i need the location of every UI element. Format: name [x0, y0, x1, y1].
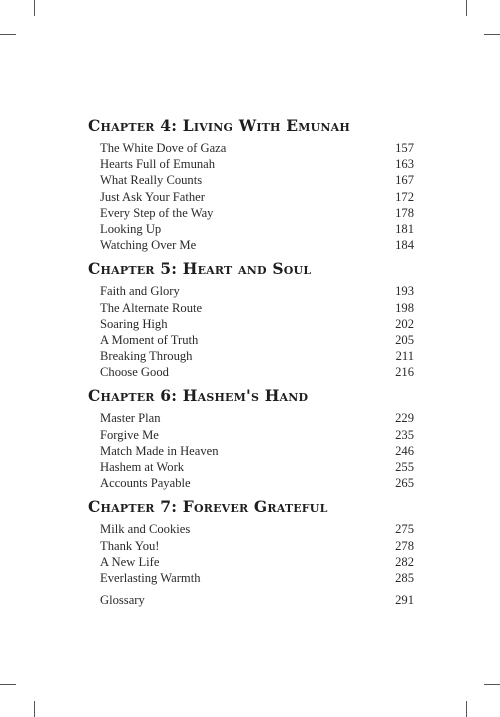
toc-entry [88, 221, 414, 237]
toc-entry [88, 538, 414, 554]
entry-title: Just Ask Your Father [100, 189, 205, 204]
crop-mark-bottom-left-horizontal [0, 684, 16, 685]
toc-entry [88, 348, 414, 364]
entry-page: 172 [395, 189, 414, 204]
entry-page: 285 [395, 570, 414, 585]
crop-mark-bottom-right-horizontal [484, 684, 500, 685]
chapter-block-5 [88, 259, 414, 380]
entry-title: A Moment of Truth [100, 332, 199, 347]
entry-title: Thank You! [100, 538, 160, 553]
table-of-contents [88, 116, 414, 608]
chapter-block-7 [88, 497, 414, 586]
toc-entry-glossary [88, 592, 414, 608]
entry-page: 255 [395, 460, 414, 474]
toc-entry [88, 427, 414, 443]
crop-mark-top-right [466, 0, 467, 16]
crop-mark-bottom-left [34, 701, 35, 717]
toc-entry [88, 410, 414, 426]
entry-title: Hearts Full of Emunah [100, 157, 216, 172]
toc-entry [88, 554, 414, 570]
toc-entry [88, 570, 414, 586]
entry-page: 193 [395, 284, 414, 299]
crop-mark-top-left [34, 0, 35, 16]
entry-page: 275 [395, 522, 414, 537]
toc-entry [88, 300, 414, 316]
entry-page: 198 [395, 300, 414, 315]
entry-title: Milk and Cookies [100, 522, 191, 537]
glossary-title: Glossary [100, 593, 145, 608]
entry-title: Master Plan [100, 411, 161, 426]
entry-title: Accounts Payable [100, 476, 191, 491]
toc-entry [88, 475, 414, 491]
entry-title: Hashem at Work [100, 460, 185, 474]
entry-page: 163 [395, 157, 414, 172]
entry-page: 229 [395, 411, 414, 426]
crop-mark-bottom-right [466, 701, 467, 717]
toc-entry [88, 283, 414, 299]
entry-title: Soaring High [100, 316, 168, 331]
entry-page: 184 [395, 238, 414, 253]
entry-page: 278 [395, 538, 414, 553]
glossary-page: 291 [395, 593, 414, 608]
chapter-heading: Chapter 5: Heart and Soul [88, 259, 312, 279]
entry-title: What Really Counts [100, 173, 203, 188]
toc-entry [88, 459, 414, 475]
entry-page: 181 [395, 221, 414, 236]
toc-entry [88, 189, 414, 205]
entry-title: Faith and Glory [100, 284, 180, 299]
toc-entry [88, 205, 414, 221]
entry-title: Every Step of the Way [100, 205, 214, 220]
toc-entry [88, 332, 414, 348]
entry-title: A New Life [100, 554, 160, 569]
toc-entry [88, 156, 414, 172]
entry-page: 157 [395, 141, 414, 155]
entry-title: Watching Over Me [100, 238, 197, 253]
entry-page: 167 [395, 173, 414, 188]
entry-title: Breaking Through [100, 349, 193, 364]
entry-title: Looking Up [100, 221, 162, 236]
chapter-heading: Chapter 7: Forever Grateful [88, 497, 328, 517]
toc-entry [88, 364, 414, 380]
entry-title: Choose Good [100, 365, 169, 380]
toc-entry [88, 316, 414, 332]
chapter-heading: Chapter 4: Living With Emunah [88, 116, 351, 135]
toc-entry [88, 172, 414, 188]
entry-title: Forgive Me [100, 427, 159, 442]
chapter-block-4 [88, 116, 414, 253]
entry-page: 235 [395, 427, 414, 442]
toc-entry [88, 140, 414, 156]
chapter-block-6 [88, 386, 414, 491]
entry-page: 282 [395, 554, 414, 569]
entry-page: 205 [395, 332, 414, 347]
entry-title: The White Dove of Gaza [100, 141, 227, 155]
entry-title: The Alternate Route [100, 300, 203, 315]
entry-page: 246 [395, 443, 414, 458]
crop-mark-top-right-horizontal [484, 34, 500, 35]
entry-title: Everlasting Warmth [100, 570, 201, 585]
entry-page: 211 [395, 349, 414, 364]
toc-entry [88, 237, 414, 253]
entry-page: 265 [395, 476, 414, 491]
entry-page: 202 [395, 316, 414, 331]
toc-entry [88, 521, 414, 537]
entry-title: Match Made in Heaven [100, 443, 219, 458]
crop-mark-top-left-horizontal [0, 34, 16, 35]
toc-entry [88, 443, 414, 459]
entry-page: 216 [395, 365, 414, 380]
entry-page: 178 [395, 205, 414, 220]
chapter-heading: Chapter 6: Hashem's Hand [88, 386, 309, 406]
